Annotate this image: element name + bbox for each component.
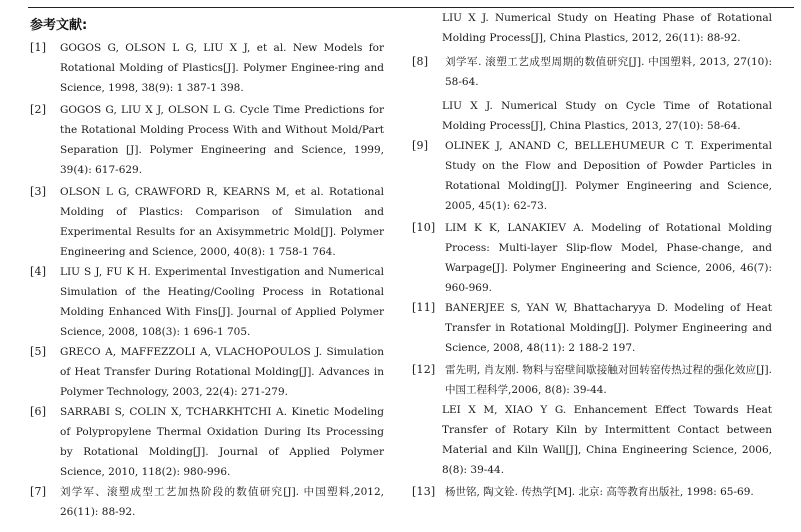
reference-text: LIU S J, FU K H. Experimental Investigation and Numerical Simulation of the Heating/Cooling Process in Rotational Molding Enhanced With Fins[J]. Journal of Applied Polymer Science, 2008, 108(3): 1 696-1 705. xyxy=(60,266,384,338)
reference-text: GOGOS G, LIU X J, OLSON L G. Cycle Time Predictions for the Rotational Molding Process With and Without Mold/Part Separation [J]. Polymer Engineering and Science, 1999, 39(4): 617-629. xyxy=(60,104,384,176)
reference-text: 刘学军、滚塑成型工艺加热阶段的数值研究[J]. 中国塑料,2012, 26(11): 88-92. xyxy=(60,486,384,518)
reference-text: 刘学军. 滚塑工艺成型周期的数值研究[J]. 中国塑料, 2013, 27(10): 58-64. xyxy=(445,56,772,88)
reference-text: LEI X M, XIAO Y G. Enhancement Effect Towards Heat Transfer of Rotary Kiln by Intermittent Contact between Material and Kiln Wall[J], China Engineering Science, 2006, 8(8): 39-44. xyxy=(442,404,772,476)
reference-text: 杨世铭, 陶文铨. 传热学[M]. 北京: 高等教育出版社, 1998: 65-69. xyxy=(445,486,754,498)
reference-text: GRECO A, MAFFEZZOLI A, VLACHOPOULOS J. Simulation of Heat Transfer During Rotational Molding[J]. Advances in Polymer Technology, 2003, 22(4): 271-279. xyxy=(60,346,384,398)
reference-number: [12] xyxy=(412,363,436,376)
reference-number: [11] xyxy=(412,301,436,314)
reference-number: [8] xyxy=(412,55,429,68)
reference-number: [13] xyxy=(412,485,436,498)
reference-text: GOGOS G, OLSON L G, LIU X J, et al. New Models for Rotational Molding of Plastics[J]. Polymer Enginee-ring and Science, 1998, 38(9): 1 387-1 398. xyxy=(60,42,384,94)
reference-number: [1] xyxy=(30,41,47,54)
reference-text: SARRABI S, COLIN X, TCHARKHTCHI A. Kinetic Modeling of Polypropylene Thermal Oxidation During Its Processing by Rotational Molding[J]. Journal of Applied Polymer Science, 2010, 118(2): 980-996. xyxy=(60,406,384,478)
reference-text: LIU X J. Numerical Study on Heating Phase of Rotational Molding Process[J], China Plastics, 2012, 26(11): 88-92. xyxy=(442,12,772,44)
reference-text: LIM K K, LANAKIEV A. Modeling of Rotational Molding Process: Multi-layer Slip-flow Model, Phase-change, and Warpage[J]. Polymer Engineering and Science, 2006, 46(7): 960-969. xyxy=(445,222,772,294)
reference-number: [6] xyxy=(30,405,47,418)
reference-number: [2] xyxy=(30,103,47,116)
reference-text: 雷先明, 肖友刚. 物料与窑壁间歇接触对回转窑传热过程的强化效应[J]. 中国工程科学,2006, 8(8): 39-44. xyxy=(445,364,772,396)
reference-number: [5] xyxy=(30,345,47,358)
reference-text: BANERJEE S, YAN W, Bhattacharyya D. Modeling of Heat Transfer in Rotational Molding[J]. Polymer Engineering and Science, 2008, 48(11): 2 188-2 197. xyxy=(445,302,772,354)
reference-text: LIU X J. Numerical Study on Cycle Time of Rotational Molding Process[J], China Plastics, 2013, 27(10): 58-64. xyxy=(442,100,772,132)
reference-text: OLSON L G, CRAWFORD R, KEARNS M, et al. Rotational Molding of Plastics: Comparison of Simulation and Experimental Results for an Axisymmetric Mold[J]. Polymer Engineering and Science, 2000, 40(8): 1 758-1 764. xyxy=(60,186,384,258)
reference-number: [7] xyxy=(30,485,47,498)
reference-number: [9] xyxy=(412,139,429,152)
references-heading: 参考文献: xyxy=(30,18,88,33)
reference-number: [4] xyxy=(30,265,47,278)
reference-text: OLINEK J, ANAND C, BELLEHUMEUR C T. Experimental Study on the Flow and Deposition of Powder Particles in Rotational Molding[J]. Polymer Engineering and Science, 2005, 45(1): 62-73. xyxy=(445,140,772,212)
reference-number: [3] xyxy=(30,185,47,198)
reference-number: [10] xyxy=(412,221,436,234)
